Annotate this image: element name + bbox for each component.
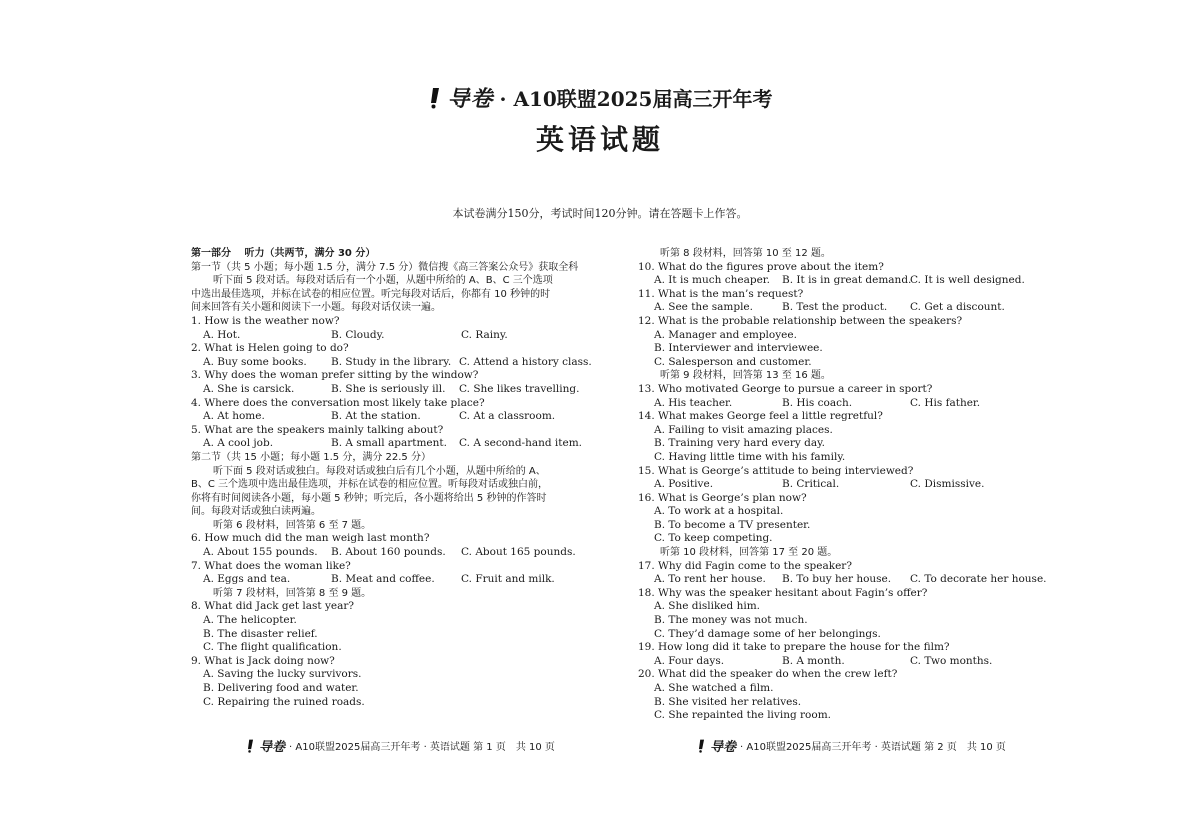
section1-title: 第一节（共 5 小题；每小题 1.5 分，满分 7.5 分）微信搜《高三答案公众号》获取全科 — [191, 261, 579, 273]
question-17: 17. Why did Fagin come to the speaker? — [638, 559, 852, 572]
option-a[interactable]: A. See the sample. — [654, 301, 753, 314]
option-a[interactable]: A. Failing to visit amazing places. — [654, 423, 833, 436]
question-7: 7. What does the woman like? — [191, 559, 351, 572]
exam-note: 本试卷满分150分，考试时间120分钟。请在答题卡上作答。 — [452, 207, 748, 220]
question-16: 16. What is George’s plan now? — [638, 491, 807, 504]
option-b[interactable]: B. The money was not much. — [654, 614, 808, 627]
option-c[interactable]: C. Fruit and milk. — [461, 573, 555, 586]
section1-instruction-line: 间来回答有关小题和阅读下一小题。每段对话仅读一遍。 — [191, 302, 441, 314]
section1-instruction-line: 听下面 5 段对话。每段对话后有一个小题，从题中所给的 A、B、C 三个选项 — [213, 275, 553, 287]
option-b[interactable]: B. The disaster relief. — [203, 627, 318, 640]
option-a[interactable]: A. Saving the lucky survivors. — [203, 668, 362, 681]
header-line — [428, 82, 773, 113]
question-9: 9. What is Jack doing now? — [191, 654, 335, 667]
option-a[interactable]: A. She is carsick. — [203, 382, 295, 395]
option-a[interactable]: A. Hot. — [203, 328, 241, 341]
option-c[interactable]: C. At a classroom. — [459, 410, 556, 423]
option-c[interactable]: C. The flight qualification. — [203, 641, 342, 654]
footer-brand: 导卷 — [259, 740, 286, 755]
material-heading: 听第 9 段材料，回答第 13 至 16 题。 — [660, 370, 831, 382]
option-b[interactable]: B. It is in great demand. — [782, 274, 912, 287]
material-heading: 听第 7 段材料，回答第 8 至 9 题。 — [213, 587, 372, 599]
option-c[interactable]: C. Salesperson and customer. — [654, 355, 812, 368]
option-a[interactable]: A. To rent her house. — [654, 573, 766, 586]
option-a[interactable]: A. She watched a film. — [654, 682, 774, 694]
options-3 — [191, 383, 601, 397]
option-a[interactable]: A. A cool job. — [203, 437, 274, 450]
option-c[interactable]: C. She repainted the living room. — [654, 709, 831, 722]
section2-instruction-line: 听下面 5 段对话或独白。每段对话或独白后有几个小题，从题中所给的 A、 — [213, 465, 546, 477]
option-b[interactable]: B. To buy her house. — [782, 573, 892, 586]
options-11 — [638, 301, 1058, 315]
question-3: 3. Why does the woman prefer sitting by the window? — [191, 369, 479, 382]
option-c[interactable]: C. It is well designed. — [910, 274, 1025, 287]
part-title: 第一部分 听力（共两节，满分 30 分） — [191, 248, 376, 259]
footer-text: · A10联盟2025届高三开年考 · 英语试题 第 2 页 共 10 页 — [740, 742, 1006, 753]
options-17 — [638, 573, 1058, 587]
option-c[interactable]: C. A second-hand item. — [459, 437, 583, 450]
options-2 — [191, 356, 601, 370]
footer-brand: 导卷 — [710, 740, 737, 755]
options-6 — [191, 546, 601, 560]
options-13 — [638, 397, 1058, 411]
option-b[interactable]: B. Interviewer and interviewee. — [654, 342, 823, 355]
brand-logo-icon — [697, 739, 706, 753]
exam-title: · A10联盟2025届高三开年考 — [499, 87, 773, 111]
option-b[interactable]: B. Training very hard every day. — [654, 437, 826, 450]
option-b[interactable]: B. Critical. — [782, 478, 840, 491]
options-1 — [191, 329, 601, 343]
option-a[interactable]: A. The helicopter. — [203, 614, 297, 627]
brand-logo-icon — [246, 739, 255, 753]
option-c[interactable]: C. Attend a history class. — [459, 355, 592, 368]
option-b[interactable]: B. Study in the library. — [331, 355, 452, 368]
option-a[interactable]: A. To work at a hospital. — [654, 505, 784, 518]
option-c[interactable]: C. Dismissive. — [910, 478, 985, 491]
option-b[interactable]: B. Meat and coffee. — [331, 573, 435, 586]
option-b[interactable]: B. A small apartment. — [331, 437, 447, 450]
footer-text: · A10联盟2025届高三开年考 · 英语试题 第 1 页 共 10 页 — [289, 742, 555, 753]
question-10: 10. What do the figures prove about the item? — [638, 260, 884, 273]
option-b[interactable]: B. Cloudy. — [331, 328, 385, 341]
option-a[interactable]: A. Eggs and tea. — [203, 573, 291, 586]
question-20: 20. What did the speaker do when the crew left? — [638, 668, 898, 681]
question-18: 18. Why was the speaker hesitant about Fagin’s offer? — [638, 586, 928, 599]
section1-instruction-line: 中选出最佳选项，并标在试卷的相应位置。听完每段对话后，你都有 10 秒钟的时 — [191, 288, 551, 300]
option-c[interactable]: C. To keep competing. — [654, 532, 773, 545]
option-a[interactable]: A. It is much cheaper. — [654, 274, 771, 287]
option-a[interactable]: A. Four days. — [654, 654, 725, 667]
option-a[interactable]: A. She disliked him. — [654, 600, 760, 613]
option-b[interactable]: B. To become a TV presenter. — [654, 518, 811, 531]
question-15: 15. What is George’s attitude to being interviewed? — [638, 464, 914, 477]
options-4 — [191, 410, 601, 424]
right-column — [638, 247, 1058, 723]
question-5: 5. What are the speakers mainly talking about? — [191, 423, 444, 436]
section2-title: 第二节（共 15 小题；每小题 1.5 分，满分 22.5 分） — [191, 451, 431, 463]
question-6: 6. How much did the man weigh last month? — [191, 532, 430, 545]
section2-instruction-line: 间。每段对话或独白读两遍。 — [191, 506, 321, 518]
options-19 — [638, 655, 1058, 669]
question-13: 13. Who motivated George to pursue a career in sport? — [638, 382, 933, 395]
section2-instruction-line: 你将有时间阅读各小题，每小题 5 秒钟；听完后，各小题将给出 5 秒钟的作答时 — [191, 492, 547, 504]
option-a[interactable]: A. Positive. — [654, 478, 714, 491]
brand-logo-icon — [428, 87, 442, 109]
option-c[interactable]: C. Get a discount. — [910, 301, 1005, 314]
options-5 — [191, 437, 601, 451]
material-heading: 听第 10 段材料，回答第 17 至 20 题。 — [660, 547, 838, 559]
option-c[interactable]: C. Two months. — [910, 654, 993, 667]
option-c[interactable]: C. About 165 pounds. — [461, 546, 576, 559]
question-1: 1. How is the weather now? — [191, 314, 340, 327]
question-11: 11. What is the man’s request? — [638, 287, 804, 300]
option-c[interactable]: C. She likes travelling. — [459, 382, 580, 395]
page-footer-left — [246, 736, 555, 755]
question-12: 12. What is the probable relationship between the speakers? — [638, 314, 963, 327]
brand-name: 导卷 — [447, 86, 494, 112]
option-b[interactable]: B. His coach. — [782, 396, 853, 409]
option-b[interactable]: B. About 160 pounds. — [331, 546, 446, 559]
left-column — [191, 247, 601, 709]
question-14: 14. What makes George feel a little regretful? — [638, 410, 883, 423]
material-heading: 听第 6 段材料，回答第 6 至 7 题。 — [213, 519, 372, 531]
options-7 — [191, 573, 601, 587]
option-c[interactable]: C. They’d damage some of her belongings. — [654, 627, 881, 640]
page-footer-right — [697, 736, 1006, 755]
exam-header — [0, 82, 1200, 113]
option-c[interactable]: C. His father. — [910, 396, 981, 409]
option-b[interactable]: B. A month. — [782, 654, 845, 667]
options-10 — [638, 274, 1058, 288]
option-b[interactable]: B. She is seriously ill. — [331, 382, 446, 395]
option-a[interactable]: A. Buy some books. — [203, 355, 307, 368]
option-a[interactable]: A. His teacher. — [654, 396, 733, 409]
section2-instruction-line: B、C 三个选项中选出最佳选项，并标在试卷的相应位置。听每段对话或独白前， — [191, 479, 549, 491]
options-15 — [638, 478, 1058, 492]
option-b[interactable]: B. She visited her relatives. — [654, 695, 802, 708]
option-a[interactable]: A. Manager and employee. — [654, 328, 797, 341]
option-b[interactable]: B. Delivering food and water. — [203, 682, 359, 694]
material-heading: 听第 8 段材料，回答第 10 至 12 题。 — [660, 248, 831, 259]
question-8: 8. What did Jack get last year? — [191, 600, 355, 613]
option-a[interactable]: A. About 155 pounds. — [203, 546, 318, 559]
question-4: 4. Where does the conversation most likely take place? — [191, 396, 485, 409]
question-2: 2. What is Helen going to do? — [191, 342, 349, 355]
subject-title: 英语试题 — [535, 123, 664, 156]
option-b[interactable]: B. At the station. — [331, 410, 421, 423]
option-c[interactable]: C. Having little time with his family. — [654, 450, 846, 463]
question-19: 19. How long did it take to prepare the house for the film? — [638, 641, 950, 654]
option-b[interactable]: B. Test the product. — [782, 301, 888, 314]
option-a[interactable]: A. At home. — [203, 410, 265, 423]
option-c[interactable]: C. Repairing the ruined roads. — [203, 695, 365, 708]
option-c[interactable]: C. Rainy. — [461, 328, 508, 341]
option-c[interactable]: C. To decorate her house. — [910, 573, 1047, 586]
